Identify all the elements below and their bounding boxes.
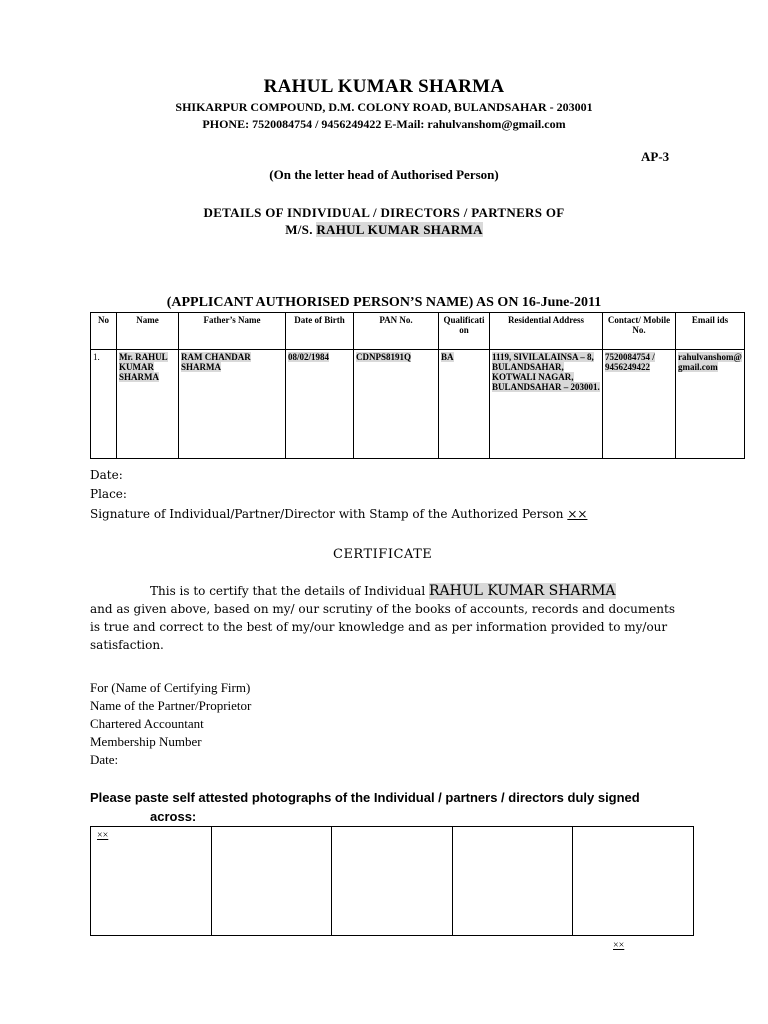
cell-pan xyxy=(354,350,439,459)
letterhead-name: RAHUL KUMAR SHARMA xyxy=(263,76,505,97)
col-header-dob: Date of Birth xyxy=(286,313,354,350)
certificate-line3: is true and correct to the best of my/our knowledge and as per information provided to my/our xyxy=(90,620,668,634)
certificate-line1 xyxy=(150,583,616,599)
details-heading-prefix: M/S. xyxy=(285,222,313,237)
signature-line xyxy=(90,507,587,521)
photo-instructions-line2: across: xyxy=(150,809,197,824)
bottom-mark: ×× xyxy=(613,940,625,951)
cell-dob xyxy=(286,350,354,459)
applicant-heading: (APPLICANT AUTHORISED PERSON’S NAME) AS ON 16-June-2011 xyxy=(166,295,602,310)
col-header-no: No xyxy=(91,313,117,350)
cell-contact-text: 7520084754 / 9456249422 xyxy=(605,352,655,372)
certificate-individual-name: RAHUL KUMAR SHARMA xyxy=(429,583,616,599)
letterhead-note: (On the letter head of Authorised Person) xyxy=(269,167,499,182)
photo-box[interactable] xyxy=(91,827,212,936)
photo-box[interactable] xyxy=(573,827,694,936)
col-header-address: Residential Address xyxy=(490,313,603,350)
certificate-line4: satisfaction. xyxy=(90,638,164,652)
cell-father xyxy=(179,350,286,459)
details-table xyxy=(90,312,745,459)
form-code: AP-3 xyxy=(641,149,670,164)
col-header-email: Email ids xyxy=(676,313,745,350)
details-heading-line2 xyxy=(0,222,768,238)
photo-box[interactable] xyxy=(211,827,332,936)
partner-label: Name of the Partner/Proprietor xyxy=(90,698,252,713)
photo-instructions-line1: Please paste self attested photographs of the Individual / partners / directors duly signed xyxy=(90,790,640,805)
date-label: Date: xyxy=(90,468,123,482)
photo-row xyxy=(91,827,694,936)
cell-address-text: 1119, SIVILALAINSA – 8, BULANDSAHAR, KOTWALI NAGAR, BULANDSAHAR – 203001. xyxy=(492,352,600,392)
letterhead-phone: PHONE: 7520084754 / 9456249422 E-Mail: rahulvanshom@gmail.com xyxy=(202,117,566,131)
table-row xyxy=(91,350,745,459)
cell-email-text: rahulvanshom@ gmail.com xyxy=(678,352,742,372)
col-header-qualification: Qualificati on xyxy=(439,313,490,350)
place-label: Place: xyxy=(90,487,127,501)
cell-name xyxy=(117,350,179,459)
signature-mark: ×× xyxy=(567,507,588,521)
chartered-accountant-label: Chartered Accountant xyxy=(90,716,204,731)
certificate-line1-prefix: This is to certify that the details of Individual xyxy=(150,584,426,598)
col-header-pan: PAN No. xyxy=(354,313,439,350)
details-heading-name: RAHUL KUMAR SHARMA xyxy=(316,222,483,237)
cell-father-text: RAM CHANDAR SHARMA xyxy=(181,352,251,372)
cell-qualification xyxy=(439,350,490,459)
cell-pan-text: CDNPS8191Q xyxy=(356,352,412,362)
table-header-row xyxy=(91,313,745,350)
photo-boxes xyxy=(90,826,694,936)
details-heading-line1: DETAILS OF INDIVIDUAL / DIRECTORS / PARTNERS OF xyxy=(203,205,565,220)
cell-name-text: Mr. RAHUL KUMAR SHARMA xyxy=(119,352,168,382)
signature-label: Signature of Individual/Partner/Director with Stamp of the Authorized Person xyxy=(90,507,564,521)
cell-qualification-text: BA xyxy=(441,352,454,362)
certificate-line2: and as given above, based on my/ our scrutiny of the books of accounts, records and documents xyxy=(90,602,676,616)
letterhead-address: SHIKARPUR COMPOUND, D.M. COLONY ROAD, BULANDSAHAR - 203001 xyxy=(175,100,593,114)
photo-box[interactable] xyxy=(452,827,573,936)
photo-box[interactable] xyxy=(332,827,453,936)
cell-email xyxy=(676,350,745,459)
membership-number-label: Membership Number xyxy=(90,734,202,749)
col-header-name: Name xyxy=(117,313,179,350)
photo-box-mark: ×× xyxy=(97,830,109,841)
col-header-father: Father’s Name xyxy=(179,313,286,350)
certifier-date-label: Date: xyxy=(90,752,119,767)
cell-address xyxy=(490,350,603,459)
col-header-contact: Contact/ Mobile No. xyxy=(603,313,676,350)
cell-no: 1. xyxy=(91,350,117,459)
certifying-firm-label: For (Name of Certifying Firm) xyxy=(90,680,251,695)
cell-dob-text: 08/02/1984 xyxy=(288,352,330,362)
certificate-title: CERTIFICATE xyxy=(333,547,433,562)
cell-contact xyxy=(603,350,676,459)
